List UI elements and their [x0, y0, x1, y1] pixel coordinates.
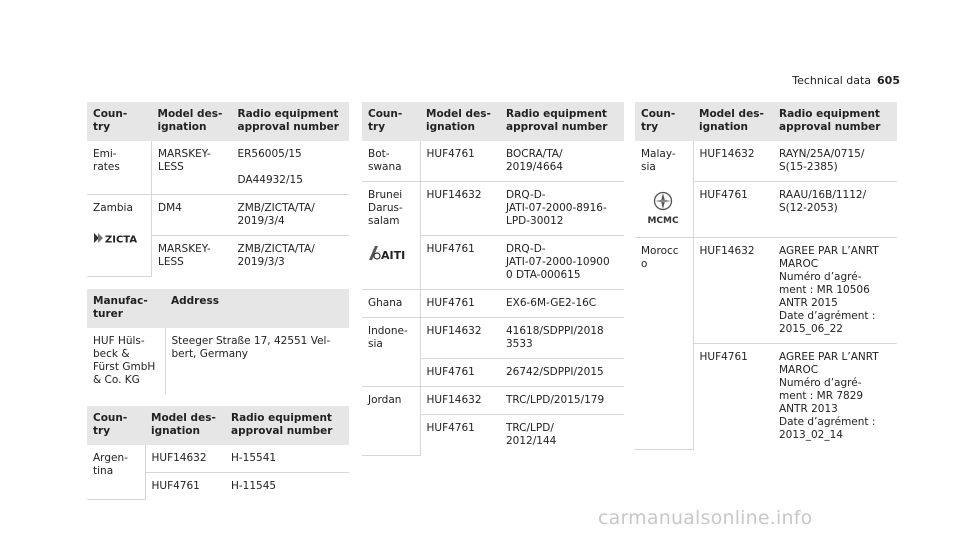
country-name: Zambia: [93, 202, 133, 214]
cell-model: HUF4761: [699, 351, 748, 363]
country-name: Malay- sia: [641, 148, 676, 173]
watermark: carmanualsonline.info: [598, 507, 813, 529]
header-country: Coun- try: [635, 102, 693, 141]
cell-model: HUF4761: [426, 422, 475, 434]
cell-number: 41618/SDPPI/2018 3533: [500, 318, 624, 359]
header-model: Model des- ignation: [152, 102, 232, 141]
cell-number: ER56005/15 DA44932/15: [232, 141, 350, 195]
table-header: [87, 406, 349, 445]
page-number: 605: [877, 74, 900, 87]
cell-number: RAYN/25A/0715/ S(15-2385): [773, 141, 897, 182]
header-address: Address: [165, 289, 349, 328]
aiti-logo-icon: [368, 244, 408, 262]
cell-model: HUF4761: [420, 359, 500, 387]
cell-number: DRQ-D- JATI-07-2000-8916- LPD-30012: [500, 182, 624, 236]
column-2: [362, 102, 624, 468]
table-row: [635, 141, 897, 182]
cell-number: RAAU/16B/1112/ S(12-2053): [773, 182, 897, 238]
cell-country: Bot- swana: [362, 141, 420, 182]
cell-country: Morocc o: [635, 238, 693, 450]
cell-address: Steeger Straße 17, 42551 Vel- bert, Germany: [171, 334, 331, 360]
cell-country: Emi- rates: [87, 141, 152, 195]
cell-country: Argen- tina: [87, 445, 145, 500]
cell-number: ZMB/ZICTA/TA/ 2019/3/4: [232, 195, 350, 236]
cell-model: HUF4761: [420, 290, 500, 318]
header-model: Model des- ignation: [145, 406, 225, 445]
cell-model: HUF14632: [145, 445, 225, 473]
table-row: [87, 141, 349, 195]
aiti-logo-text: AITI: [381, 249, 406, 262]
cell-model: HUF14632: [693, 238, 773, 344]
cell-model: HUF14632: [693, 141, 773, 182]
cell-model: HUF14632: [420, 182, 500, 236]
cell-model: MARSKEY- LESS: [158, 243, 211, 268]
cell-country: Jordan: [362, 387, 420, 456]
table-row: [87, 328, 349, 394]
cell-model: HUF14632: [420, 387, 500, 415]
table-header: [87, 289, 349, 328]
mcmc-logo-icon: [641, 190, 685, 228]
header-country: Coun- try: [87, 102, 152, 141]
zicta-logo-text: ZICTA: [105, 234, 138, 245]
cell-model: HUF4761: [693, 182, 773, 238]
header-country: Coun- try: [362, 102, 420, 141]
cell-model: DM4: [152, 195, 232, 236]
column-3: [635, 102, 897, 462]
table-row: [362, 290, 624, 318]
cell-country: Indone- sia: [362, 318, 420, 387]
cell-number: 26742/SDPPI/2015: [500, 359, 624, 387]
cell-number: BOCRA/TA/ 2019/4664: [500, 141, 624, 182]
table-row: [362, 141, 624, 182]
cell-model: HUF4761: [420, 236, 500, 290]
cell-country: [635, 141, 693, 238]
section-title: Technical data: [792, 74, 872, 87]
table-row: [87, 445, 349, 473]
cell-number: TRC/LPD/ 2012/144: [506, 422, 557, 447]
table-header: [87, 102, 349, 141]
table-header: [362, 102, 624, 141]
table-row: [362, 318, 624, 359]
country-name: Brunei Darus- salam: [368, 189, 403, 227]
header-model: Model des- ignation: [693, 102, 773, 141]
table-row: [87, 195, 349, 236]
header-number: Radio equipment approval number: [500, 102, 624, 141]
header-number: Radio equipment approval number: [773, 102, 897, 141]
page-header: [792, 74, 900, 87]
cell-model: HUF4761: [420, 141, 500, 182]
manufacturer-table: [87, 289, 349, 394]
table-header: [635, 102, 897, 141]
cell-number: AGREE PAR L’ANRT MAROC Numéro d’agré- ment : MR 7829 ANTR 2013 Date d’agrément : 2013_02_14: [779, 351, 879, 441]
approval-table-1: [87, 102, 349, 277]
cell-country: [87, 195, 152, 277]
cell-number: DRQ-D- JATI-07-2000-10900 0 DTA-000615: [500, 236, 624, 290]
cell-model: HUF4761: [151, 479, 200, 492]
cell-number: EX6-6M-GE2-16C: [500, 290, 624, 318]
cell-number: TRC/LPD/2015/179: [500, 387, 624, 415]
cell-model: HUF14632: [420, 318, 500, 359]
header-country: Coun- try: [87, 406, 145, 445]
table-row: [362, 182, 624, 236]
header-model: Model des- ignation: [420, 102, 500, 141]
table-row: [635, 238, 897, 344]
approval-table-4: [635, 102, 897, 450]
cell-manufacturer: HUF Hüls- beck & Fürst GmbH & Co. KG: [87, 328, 165, 394]
approval-table-3: [362, 102, 624, 456]
zicta-logo-icon: [93, 231, 145, 245]
cell-number: H-11545: [231, 479, 277, 492]
cell-number: ZMB/ZICTA/TA/ 2019/3/3: [237, 243, 315, 268]
cell-country: [362, 182, 420, 290]
table-row: [362, 387, 624, 415]
cell-country: Ghana: [362, 290, 420, 318]
approval-table-2: [87, 406, 349, 501]
header-manufacturer: Manufac- turer: [87, 289, 165, 328]
column-1: [87, 102, 349, 512]
header-number: Radio equipment approval number: [225, 406, 349, 445]
cell-number: AGREE PAR L’ANRT MAROC Numéro d’agré- ment : MR 10506 ANTR 2015 Date d’agrément : 2015_06_22: [773, 238, 897, 344]
header-number: Radio equipment approval number: [232, 102, 350, 141]
cell-number: H-15541: [225, 445, 349, 473]
cell-model: MARSKEY- LESS: [152, 141, 232, 195]
mcmc-logo-text: MCMC: [647, 216, 679, 226]
